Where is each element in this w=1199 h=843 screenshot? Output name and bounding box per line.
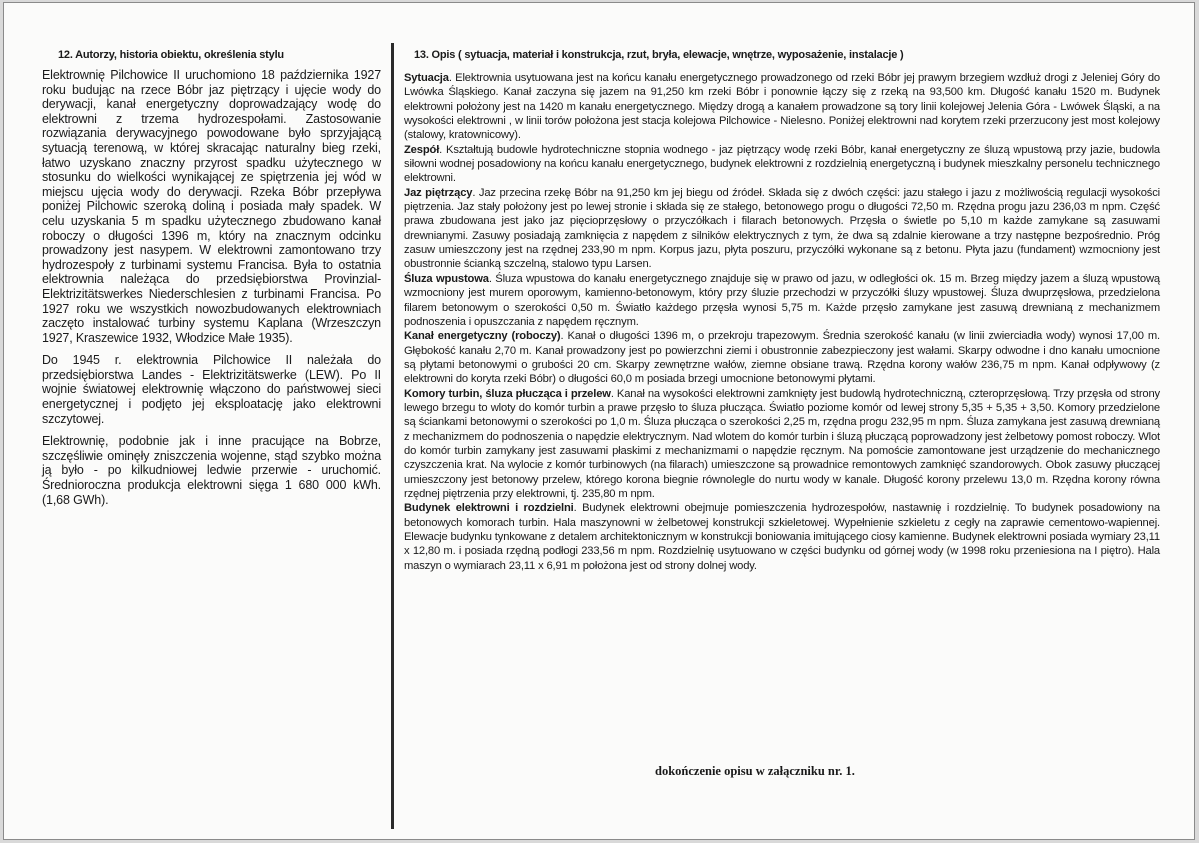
document-sheet (3, 2, 1195, 840)
section-title: Zespół (404, 143, 440, 156)
section-body: . Śluza wpustowa do kanału energetycznego znajduje się w prawo od jazu, w odległości ok. 15 m. Brzeg między jazem a śluzą wpustową wzmocniony jest murem oporowym, kamienno-betonowym, który przy śluzie przechodzi w przyczółki śluzy wpustowej. Śluza dwuprzęsłowa, przedzielona filarem betonowym o szerokości 0,50 m. Światło każdego przęsła wynosi 5,75 m. Każde przęsło zamykane jest zasuwą drewnianą z mechanizmem podnoszenia i opuszczania z napędem ręcznym. (404, 272, 1160, 328)
continuation-note: dokończenie opisu w załączniku nr. 1. (655, 764, 855, 778)
left-column-text (42, 68, 381, 515)
history-paragraph: Elektrownię Pilchowice II uruchomiono 18 października 1927 roku budując na rzece Bóbr jaz piętrzący i ujęcie wody do derywacji, kanał energetyczny doprowadzający wodę do elektrowni z trzema hydrozespołami. Zastosowanie rozwiązania derywacyjnego powodowane było sprzyjającą sytuacją terenową, w której skracając naturalny bieg rzeki, łatwo uzyskano znaczny przyrost spadku użytecznego w stosunku do wielkości wynikającej ze spiętrzenia jej wód w miejscu ujęcia wody do derywacji. Rzeka Bóbr przepływa poniżej Pilchowic szeroką doliną i posiada mały spadek. W celu uzyskania 5 m spadku użytecznego zbudowano kanał roboczy o długości 1396 m, który na znacznym odcinku prowadzony jest nasypem. W elektrowni zamontowano trzy hydrozespoły z turbinami systemu Francisa. Była to ostatnia elektrownia należąca do przedsiębiorstwa Provinzial-Elektrizitätswerkes Niederschlesien z turbinami Francisa. Po 1927 roku we wszystkich nowozbudowanych elektrowniach zaczęto instalować turbiny systemu Kaplana (Wrzeszczyn 1927, Kraszewice 1932, Włodzice Małe 1935). (42, 68, 381, 345)
section-title: Sytuacja (404, 72, 449, 84)
section-title: Budynek elektrowni i rozdzielni (404, 502, 574, 515)
history-paragraph: Do 1945 r. elektrownia Pilchowice II należała do przedsiębiorstwa Landes - Elektrizitätswerke (LEW). Po II wojnie światowej elektrownię włączono do państwowej sieci energetycznej i podjęto jej eksploatację jako elektrowni szczytowej. (42, 353, 381, 426)
column-divider (391, 43, 394, 829)
section-body: . Kanał o długości 1396 m, o przekroju trapezowym. Średnia szerokość kanału (w linii zwierciadła wody) wynosi 17,00 m. Głębokość kanału 2,70 m. Kanał prowadzony jest po powierzchni ziemi i obustronnie zabezpieczony jest wałami. Skarpy odwodne i dno kanału umocnione są płytami betonowymi o grubości 20 cm. Skarpy zewnętrzne wałów, ziemne obsiane trawą. Rzędna korony wałów 236,75 m npm. Kanał odpływowy (z elektrowni do koryta rzeki Bóbr) o długości 60,0 m posiada brzegi umocnione betonowymi płytami. (404, 330, 1160, 386)
section-intake-sluice (404, 272, 1160, 329)
section-body: . Kształtują budowle hydrotechniczne stopnia wodnego - jaz piętrzący wodę rzeki Bóbr, kanał energetyczny ze śluzą wpustową przy jazie, budowla siłowni wodnej posadowiony na końcu kanału energetycznego, budynek elektrowni z rozdzielnią energetyczną i budynek mieszkalny personelu technicznego elektrowni. (404, 143, 1160, 185)
section-title: Kanał energetyczny (roboczy) (404, 330, 561, 343)
right-column-text (404, 71, 1160, 573)
section-title: Komory turbin, śluza płucząca i przelew (404, 387, 611, 400)
section-title: Jaz piętrzący (404, 186, 473, 199)
section-turbine-chambers (404, 387, 1160, 502)
section-power-canal (404, 329, 1160, 386)
section-weir (404, 186, 1160, 272)
section-situation (404, 71, 1160, 143)
history-paragraph: Elektrownię, podobnie jak i inne pracujące na Bobrze, szczęśliwie ominęły zniszczenia wojenne, stąd szybko można ją było - po kilkudniowej ledwie przerwie - uruchomić. Średnioroczna produkcja elektrowni sięga 1 680 000 kWh. (1,68 GWh). (42, 434, 381, 507)
section-ensemble (404, 143, 1160, 186)
right-column-heading: 13. Opis ( sytuacja, materiał i konstrukcja, rzut, bryła, elewacje, wnętrze, wyposażenie, instalacje ) (414, 49, 904, 61)
section-body: . Jaz przecina rzekę Bóbr na 91,250 km jej biegu od źródeł. Składa się z dwóch części: jazu stałego i jazu z możliwością regulacji wysokości piętrzenia. Jaz stały położony jest po lewej stronie i składa się ze stałego, betonowego progu o długości 72,50 m. Rzędna progu jazu 236,03 m npm. Część prawa zbudowana jest jako jaz pięcioprzęsłowy o przyczółkach i filarach betonowych. Przęsła o świetle po 5,10 m każde zamykane są zasuwami drewnianymi. Zasuwy posiadają zamknięcia z napędem z silników elektrycznych z tym, że dwa są zdalnie kierowane a trzy następne bezpośrednio. Próg zasuw umieszczony jest na rzędnej 233,90 m npm. Korpus jazu, płyta poszuru, przyczółki wykonane są z betonu. Płyta jazu (fundament) wzmocniony jest obustronnie ścianką szczelną, stalowo typu Larsen. (404, 186, 1160, 271)
left-column-heading: 12. Autorzy, historia obiektu, określenia stylu (58, 49, 284, 61)
section-body: . Budynek elektrowni obejmuje pomieszczenia hydrozespołów, nastawnię i rozdzielnię. To budynek posadowiony na betonowych komorach turbin. Hala maszynowni w żelbetowej konstrukcji szkieletowej. Wypełnienie szkieletu z cegły na zaprawie cementowo-wapiennej. Elewacje budynku tynkowane z detalem architektonicznym w konstrukcji boniowania imitującego ciosy kamienne. Budynek elektrowni posiada wymiary 23,11 x 12,80 m. i posiada rzędną podłogi 233,56 m npm. Rozdzielnię usytuowano w części budynku od górnej wody (w 1998 roku przeniesiona na I piętro). Hala maszyn o wymiarach 23,11 x 6,91 m położona jest od strony dolnej wody. (404, 502, 1160, 572)
section-body: . Elektrownia usytuowana jest na końcu kanału energetycznego prowadzonego od rzeki Bóbr jej prawym brzegiem wzdłuż drogi z Jeleniej Góry do Lwówka Śląskiego. Kanał zaczyna się jazem na 91,250 km rzeki Bóbr i ponownie łączy się z rzeką na 93,500 km. Długość kanału 1520 m. Budynek elektrowni położony jest na 1420 m kanału energetycznego. Między drogą a kanałem prowadzone są tory linii kolejowej Jelenia Góra - Lwówek Śląski, a na wysokości elektrowni , w linii torów położona jest stacja kolejowa Pilchowice - Nielesno. Poniżej elektrowni nad korytem rzeki przerzucony jest most kolejowy (stalowy, kratownicowy). (404, 72, 1160, 142)
section-title: Śluza wpustowa (404, 272, 489, 285)
section-body: . Kanał na wysokości elektrowni zamknięty jest budowlą hydrotechniczną, czteroprzęsłową. Trzy przęsła od strony lewego brzegu to wloty do komór turbin a prawe przęsło to śluza płucząca. Światło poziome komór od lewej strony 5,35 + 5,35 + 3,50. Komory przedzielone są ściankami betonowymi o szerokości po 1,0 m. Śluza płucząca o szerokości 2,25 m, rzędna progu 232,95 m npm. Śluza zamykana jest zasuwą drewnianą z mechanizmem do podnoszenia o napędzie elektrycznym. Nad wlotem do komór turbin i śluzą płuczącą poprowadzony jest żelbetowy pomost roboczy. Wlot do komór turbin zamykany jest zasuwami płaskimi z mechanizmami o napędzie ręcznym. Na pomoście zamontowane jest urządzenie do mechanicznego czyszczenia krat. Na wylocie z komór turbinowych (na filarach) umieszczone są prowadnice remontowych zamknięć szandorowych. Obok zasuwy płuczącej umieszczony jest betonowy przelew, którego korona biegnie równolegle do nurtu wody w kanale. Długość korony przelewu 13,0 m. Rzędna korony równa rzędnej piętrzenia przy elektrowni, tj. 235,80 m npm. (404, 387, 1160, 500)
section-powerhouse (404, 501, 1160, 573)
